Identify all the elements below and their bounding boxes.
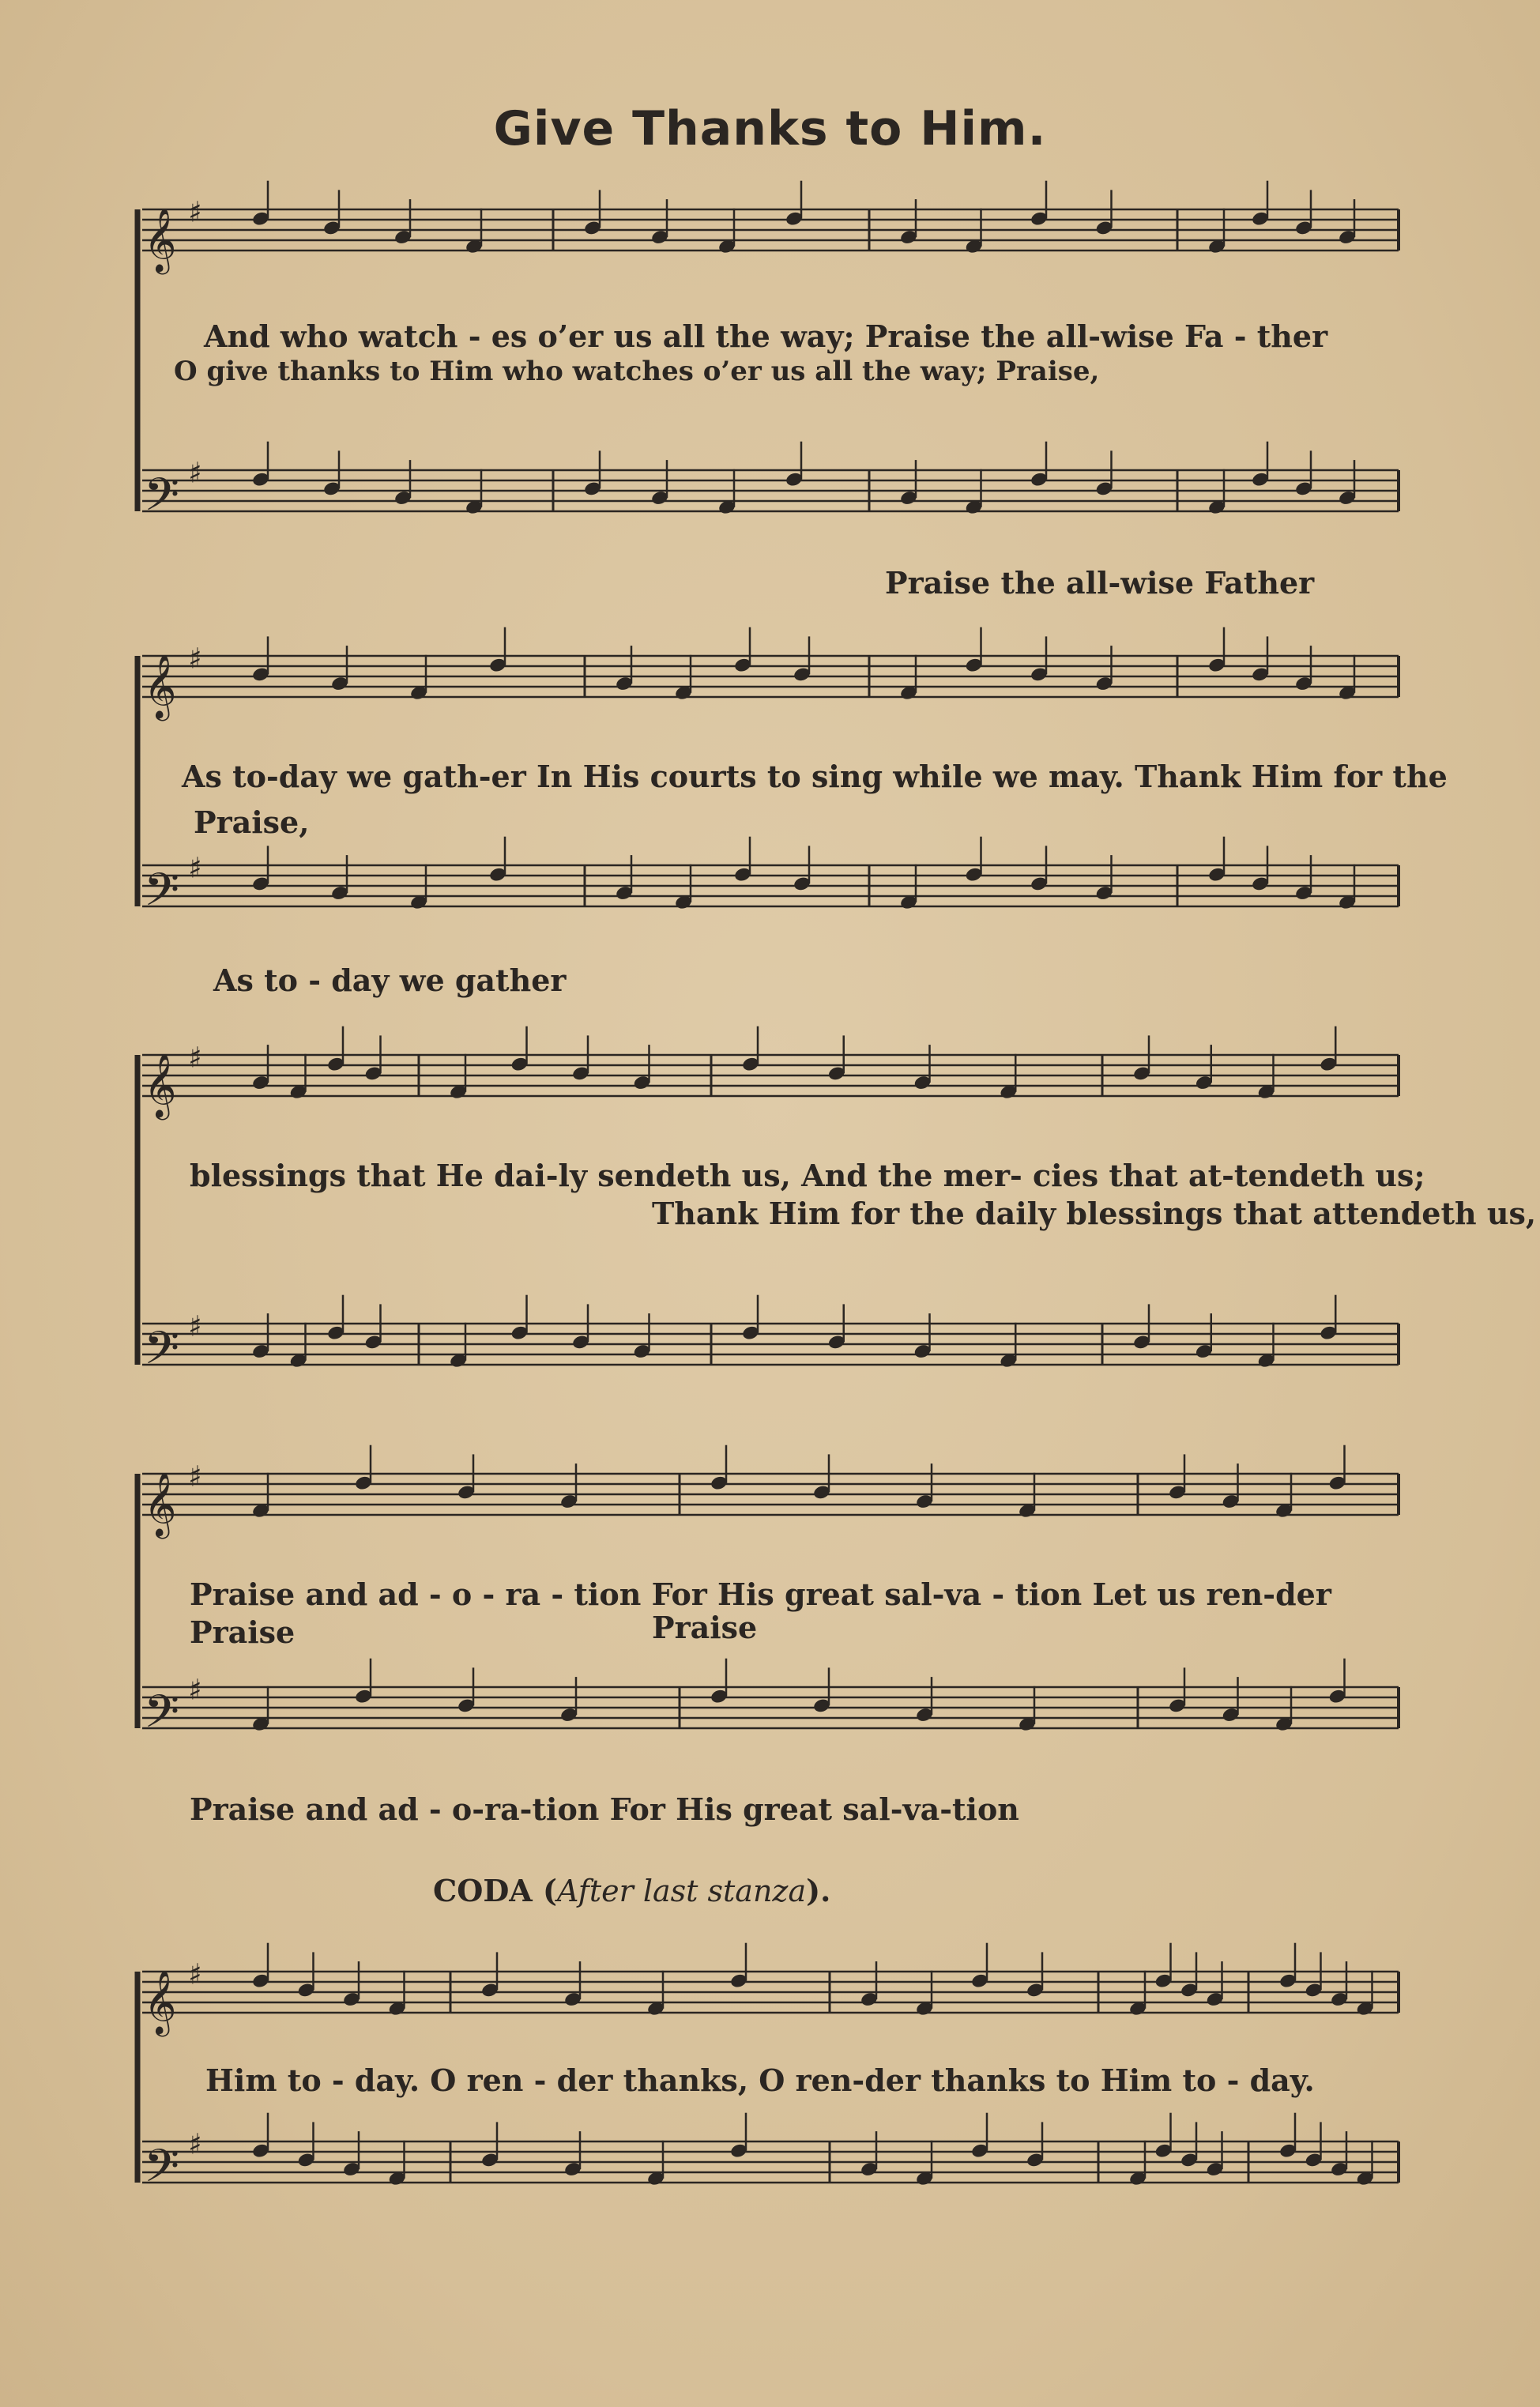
- clef-icon: 𝄢: [144, 468, 180, 533]
- lyric-line-alto: Praise,: [194, 804, 310, 840]
- lyric-line-verse: And who watch - es o’er us all the way; Praise the all-wise Fa - ther: [204, 318, 1328, 354]
- clef-icon: 𝄞: [144, 654, 177, 718]
- staff-lines: [134, 632, 1406, 996]
- music-system-1: [134, 194, 1406, 601]
- clef-icon: 𝄢: [144, 1685, 180, 1750]
- key-signature-icon: ♯: [188, 642, 202, 676]
- lyric-line-alto-1: Praise: [190, 1614, 296, 1650]
- key-signature-icon: ♯: [188, 852, 202, 885]
- lyric-line-verse: Praise and ad - o - ra - tion For His great sal-va - tion Let us ren-der: [190, 1576, 1331, 1612]
- lyric-line-chorus: Thank Him for the daily blessings that attendeth us,: [652, 1196, 1537, 1231]
- lyric-line-bass: Praise the all-wise Father: [885, 565, 1315, 601]
- clef-icon: 𝄞: [144, 207, 177, 272]
- clef-icon: 𝄞: [144, 1053, 177, 1117]
- clef-icon: 𝄢: [144, 2139, 180, 2204]
- lyric-line-alto-2: Praise: [652, 1610, 758, 1645]
- lyric-line-verse: As to-day we gath-er In His courts to sing while we may. Thank Him for the: [182, 759, 1448, 794]
- key-signature-icon: ♯: [188, 1042, 202, 1075]
- staff-lines: [134, 1450, 1406, 1845]
- lyric-line-verse: blessings that He dai-ly sendeth us, And the mer- cies that at-tendeth us;: [190, 1158, 1425, 1193]
- coda-label: CODA (After last stanza).: [433, 1873, 831, 1908]
- lyric-line-chorus: O give thanks to Him who watches o’er us all the way; Praise,: [174, 356, 1100, 387]
- music-system-5: [134, 1897, 1406, 2268]
- music-system-4: [134, 1450, 1406, 1845]
- key-signature-icon: ♯: [188, 1674, 202, 1707]
- lyric-line-bass: As to - day we gather: [213, 962, 567, 998]
- key-signature-icon: ♯: [188, 1460, 202, 1494]
- coda-title: CODA: [433, 1873, 533, 1908]
- clef-icon: 𝄞: [144, 1471, 177, 1536]
- key-signature-icon: ♯: [188, 1310, 202, 1343]
- lyric-line-verse: Him to - day. O ren - der thanks, O ren-der thanks to Him to - day.: [205, 2062, 1315, 2098]
- page-title: Give Thanks to Him.: [493, 101, 1047, 156]
- clef-icon: 𝄢: [144, 1321, 180, 1386]
- music-system-2: [134, 632, 1448, 998]
- clef-icon: 𝄢: [144, 863, 180, 928]
- lyric-line-bass: Praise and ad - o-ra-tion For His great sal-va-tion: [190, 1791, 1019, 1827]
- clef-icon: 𝄞: [144, 1969, 177, 2034]
- coda-note: After last stanza: [557, 1874, 807, 1908]
- key-signature-icon: ♯: [188, 2128, 202, 2161]
- key-signature-icon: ♯: [188, 196, 202, 229]
- key-signature-icon: ♯: [188, 457, 202, 490]
- coda-suffix: ).: [806, 1873, 831, 1908]
- music-system-3: [134, 1031, 1537, 1411]
- key-signature-icon: ♯: [188, 1958, 202, 1991]
